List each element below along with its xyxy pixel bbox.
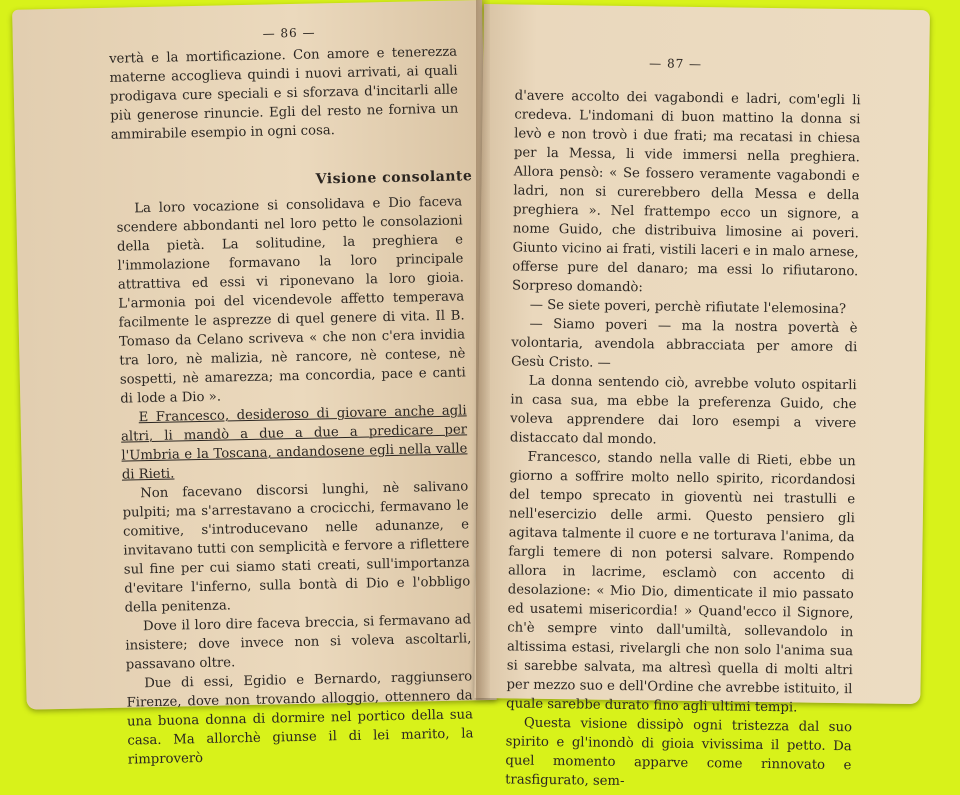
left-paragraph: Due di essi, Egidio e Bernardo, raggiunsero Firenze, dove non trovando alloggio, ottennero da una buona donna di dormire nel portico della sua casa. Ma allorchè giunse il di lei marito, la rimproverò [126, 669, 474, 768]
open-book [6, 0, 936, 790]
right-page [474, 4, 930, 790]
left-top-paragraph: vertà e la mortificazione. Con amore e tenerezza materne accoglieva quindi i nuovi arrivati, ai quali prodigava cure speciali e si sforzava d'incitarli alle più generose rinuncie. Egli del resto ne forniva un ammirabile esempio in ogni cosa. [109, 44, 459, 143]
right-paragraph: Francesco, stando nella valle di Rieti, ebbe un giorno a soffrire molto nello spirito, ricordandosi del tempo sprecato in gioventù nei trastulli e nell'esercizio delle armi. Questo pensiero gli agitava talmente il cuore e ne torturava l'anima, da fargli temere di non potersi salvare. Rompendo allora in lacrime, esclamò con accento di desolazione: « Mio Dio, dimenticate il mio passato ed usatemi misericordia! » Quand'ecco il Signore, ch'è sempre vinto dall'umiltà, sollevandolo in altissima estasi, rivelargli che non solo l'anima sua si sarebbe salvata, ma altresì quella di molti altri per mezzo suo e dell'Ordine che avrebbe istituito, il quale sarebbe durato fino agli ultimi tempi. [506, 449, 856, 716]
left-body-text [116, 192, 474, 769]
right-page-number: — 87 — [649, 56, 703, 72]
right-paragraph: La donna sentendo ciò, avrebbe voluto ospitarli in casa sua, ma ebbe la preferenza Guido, che voleva apprendere dai loro esempi a vivere distaccato dal mondo. [509, 373, 857, 448]
left-page [12, 0, 497, 768]
right-paragraph: Questa visione dissipò ogni tristezza dal suo spirito e gl'inondò di gioia vivissima il petto. Da quel momento apparve come rinnovato e trasfigurato, sem- [505, 715, 853, 790]
right-body-text [505, 86, 861, 794]
right-paragraph: — Se siete poveri, perchè rifiutate l'elemosina? [529, 297, 847, 318]
left-paragraph: Dove il loro dire faceva breccia, si fermavano ad insistere; dove invece non si voleva ascoltarli, passavano oltre. [125, 612, 472, 673]
right-paragraph: — Siamo poveri — ma la nostra povertà è volontaria, avendola abbracciata per amore di Gesù Cristo. — [510, 316, 858, 371]
left-page-number: — 86 — [262, 25, 316, 41]
left-paragraph: Non facevano discorsi lunghi, nè salivano pulpiti; ma s'arrestavano a crocicchi, fermavano le comitive, s'introducevano nelle adunanze, e invitavano tutti con semplicità e fervore a riflettere sul fine per cui siamo stati creati, sull'importanza d'evitare l'inferno, sulla bontà di Dio e l'obbligo della penitenza. [122, 479, 471, 616]
left-top-text [109, 43, 459, 145]
right-paragraph: d'avere accolto dei vagabondi e ladri, com'egli li credeva. L'indomani di buon mattino la donna si levò e non trovò i due frati; ma recatasi in chiesa per la Messa, li vide immersi nella preghiera. Allora pensò: « Se fossero veramente vagabondi e ladri, non si curerebbero della Messa e della preghiera ». Nel frattempo ecco un signore, a nome Guido, che distribuiva limosine ai poveri. Giunto vicino ai frati, vistili laceri e in malo arnese, offerse pure del danaro; ma essi lo rifiutarono. Sorpreso domandò: [511, 88, 861, 296]
section-heading: Visione consolante [315, 168, 473, 188]
left-paragraph: La loro vocazione si consolidava e Dio faceva scendere abbondanti nel loro petto le consolazioni della pietà. La solitudine, la preghiera e l'immolazione formavano la loro principale attrattiva ed essi vi riponevano la loro gioia. L'armonia poi del vicendevole affetto temperava facilmente le asprezze di quel genere di vita. Il B. Tomaso da Celano scriveva « che non c'era invidia tra loro, nè malizia, nè rancore, nè contese, nè sospetti, nè amarezza; ma concordia, pace e canti di lode a Dio ». [116, 194, 466, 407]
book-gutter [476, 0, 490, 700]
left-paragraph: E Francesco, desideroso di giovare anche agli altri, li mandò a due a due a predicare per l'Umbria e la Toscana, andandosene egli nella valle di Rieti. [120, 403, 468, 483]
